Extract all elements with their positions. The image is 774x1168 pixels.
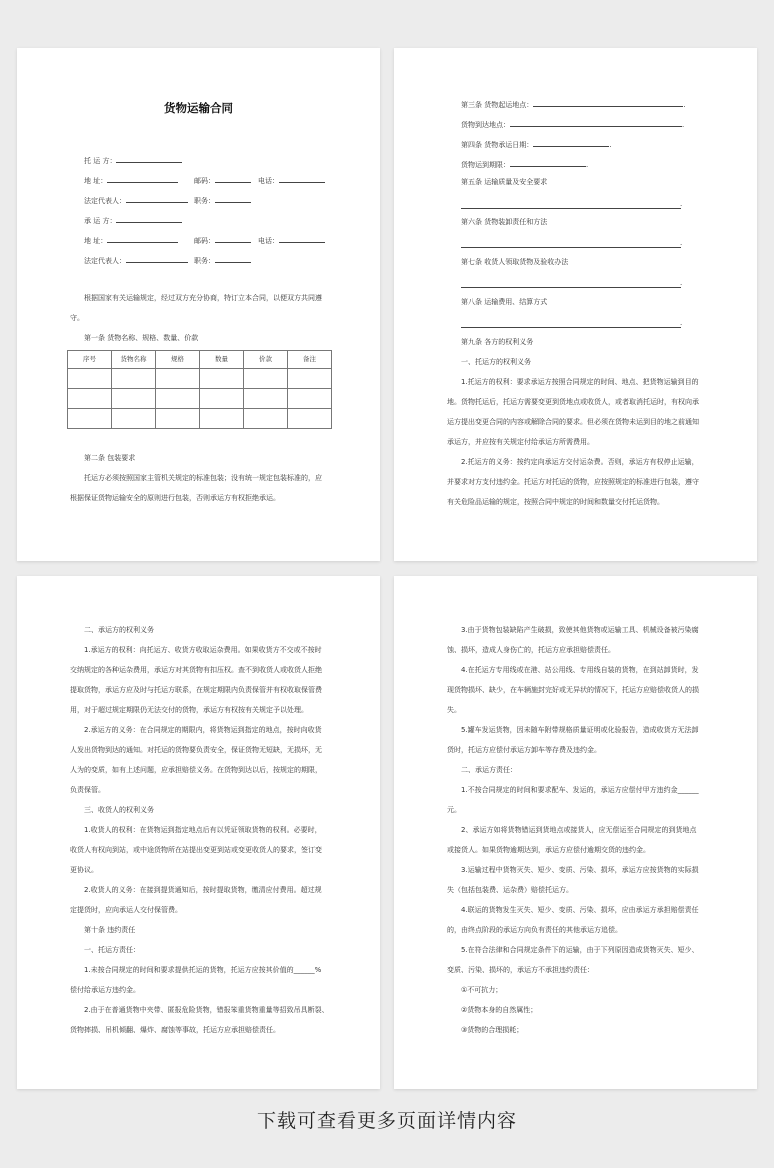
text-line: ②货物本身的自然属性；	[461, 1006, 538, 1014]
carrier-postcode-blank[interactable]	[215, 234, 251, 243]
text-line: 3.运输过程中货物灭失、短少、变质、污染、损坏，承运方应按货物的实际损	[461, 866, 699, 874]
shipper-phone-row	[258, 174, 325, 186]
text-line: 2.收货人的义务：在接到提货通知后，按时提取货物，缴清应付费用。超过规	[84, 886, 322, 894]
shipper-position-label: 职务：	[194, 197, 215, 205]
text-line: 1.托运方的权利：要求承运方按照合同规定的时间、地点、把货物运输到目的	[461, 378, 699, 386]
text-line: ③货物的合理损耗；	[461, 1026, 524, 1034]
text-line: 提取货物，承运方应及时与托运方联系，在规定期限内负责保管并有权收取保管费	[70, 686, 322, 694]
carrier-label: 承 运 方：	[84, 217, 117, 225]
carrier-address-blank[interactable]	[107, 234, 178, 243]
text-line: 货时，托运方应偿付承运方卸车等存费及违约金。	[447, 746, 601, 754]
text-line: 4.联运的货物发生灭失、短少、变质、污染、损坏，应由承运方承担赔偿责任	[461, 906, 699, 914]
article-3-row: 第三条 货物起运地点： .	[461, 98, 685, 110]
table-cell[interactable]	[112, 409, 156, 429]
article-2-heading: 第二条 包装要求	[84, 454, 136, 462]
table-cell[interactable]	[200, 369, 244, 389]
carrier-position-label: 职务：	[194, 257, 215, 265]
text-line: 变质、污染、损坏的，承运方不承担违约责任：	[447, 966, 594, 974]
article-5-heading: 第五条 运输质量及安全要求	[461, 178, 548, 186]
text-line: 货物摔损、吊机倾翻、爆炸、腐蚀等事故，托运方应承担赔偿责任。	[70, 1026, 280, 1034]
arrival-label: 货物运到期限：	[461, 161, 510, 169]
shipper-address-label: 地 址：	[84, 177, 108, 185]
shipper-position-row	[194, 194, 251, 206]
text-line: 蚀、损坏，造成人身伤亡的，托运方应承担赔偿责任。	[447, 646, 615, 654]
article-7-blank[interactable]	[461, 287, 681, 288]
carrier-rep-label: 法定代表人：	[84, 257, 126, 265]
text-line: 并要求对方支付违约金。托运方对托运的货物，应按照规定的标准进行包装，遵守	[447, 478, 699, 486]
shipper-rep-row	[84, 194, 188, 206]
carrier-phone-label: 电话：	[258, 237, 279, 245]
text-line: 第十条 违约责任	[84, 926, 136, 934]
text-line: 3.由于货物包装缺陷产生破损，致使其他货物或运输工具、机械设备被污染腐	[461, 626, 699, 634]
ship-date-blank[interactable]	[533, 138, 609, 147]
text-line: 运方提出变更合同的内容或解除合同的要求。但必须在货物未运到目的地之前通知	[447, 418, 699, 426]
text-line: 元。	[447, 806, 461, 814]
text-line: 1.不按合同规定的时间和要求配车、发运的，承运方应偿付甲方违约金______	[461, 786, 699, 794]
section-heading: 一、托运方的权利义务	[461, 358, 531, 366]
goods-table-header-row	[68, 351, 332, 369]
period-mark: .	[680, 279, 683, 287]
carrier-postcode-label: 邮码：	[194, 237, 215, 245]
table-row	[68, 409, 332, 429]
carrier-phone-row	[258, 234, 325, 246]
destination-row: 货物到达地点： .	[461, 118, 684, 130]
shipper-rep-blank[interactable]	[126, 194, 188, 203]
text-line: 5.在符合法律和合同规定条件下的运输，由于下列原因造成货物灭失、短少、	[461, 946, 699, 954]
period-mark: .	[680, 239, 683, 247]
text-line: 地。货物托运后，托运方需要变更到货地点或收货人，或者取消托运时，有权向承	[447, 398, 699, 406]
table-cell[interactable]	[244, 389, 288, 409]
text-line: 承运方，并应按有关规定付给承运方所需费用。	[447, 438, 594, 446]
shipper-label: 托 运 方：	[84, 157, 117, 165]
text-line: 4.在托运方专用线或在港、站公用线、专用线自装的货物，在到站卸货时，发	[461, 666, 699, 674]
text-line: 1.未按合同规定的时间和要求提供托运的货物，托运方应按其价值的______%	[84, 966, 322, 974]
carrier-phone-blank[interactable]	[279, 234, 325, 243]
arrival-blank[interactable]	[510, 158, 586, 167]
carrier-position-row	[194, 254, 251, 266]
text-line: 2.托运方的义务：按约定向承运方交付运杂费。否则，承运方有权停止运输，	[461, 458, 699, 466]
intro-line-2: 守。	[70, 314, 84, 322]
article-7-heading: 第七条 收货人领取货物及验收办法	[461, 258, 569, 266]
text-line: 1.承运方的权利：向托运方、收货方收取运杂费用。如果收货方不交或不按时	[84, 646, 322, 654]
text-line: 偿付给承运方违约金。	[70, 986, 140, 994]
contract-page-2	[394, 48, 757, 561]
article-9-heading: 第九条 各方的权利义务	[461, 338, 534, 346]
shipper-row	[84, 154, 182, 166]
text-line: 2.承运方的义务：在合同规定的期限内，将货物运到指定的地点，按时向收货	[84, 726, 322, 734]
table-cell[interactable]	[156, 369, 200, 389]
arrival-row: 货物运到期限： .	[461, 158, 588, 170]
text-line: 人发出货物到达的通知。对托运的货物要负责安全，保证货物无短缺，无损坏，无	[70, 746, 322, 754]
table-cell[interactable]	[288, 389, 332, 409]
article-2-line-2: 根据保证货物运输安全的原则进行包装，否则承运方有权拒绝承运。	[70, 494, 280, 502]
article-1-heading: 第一条 货物名称、规格、数量、价款	[84, 334, 199, 342]
table-cell[interactable]	[156, 389, 200, 409]
shipper-postcode-label: 邮码：	[194, 177, 215, 185]
shipper-postcode-blank[interactable]	[215, 174, 251, 183]
article-4-row: 第四条 货物承运日期： .	[461, 138, 611, 150]
carrier-address-row	[84, 234, 178, 246]
article-6-heading: 第六条 货物装卸责任和方法	[461, 218, 548, 226]
shipper-phone-blank[interactable]	[279, 174, 325, 183]
text-line: 失。	[447, 706, 461, 714]
shipper-blank[interactable]	[116, 154, 182, 163]
text-line: 2.由于在普通货物中夹带、匿报危险货物，错报笨重货物重量等招致吊具断裂、	[84, 1006, 329, 1014]
contract-page-3	[17, 576, 380, 1089]
table-cell[interactable]	[200, 389, 244, 409]
text-line: 2、承运方如将货物错运到货地点或接货人，应无偿运至合同规定的到货地点	[461, 826, 697, 834]
goods-col-header: 备注	[288, 351, 332, 369]
text-line: 失（包括包装费、运杂费）赔偿托运方。	[447, 886, 573, 894]
goods-col-header: 价款	[244, 351, 288, 369]
text-line: 三、收货人的权利义务	[84, 806, 154, 814]
text-line: 人为的变质，如有上述问题，应承担赔偿义务。在货物到达以后，按规定的期限，	[70, 766, 322, 774]
text-line: 有关危险品运输的规定，按照合同中规定的时间和数量交付托运货物。	[447, 498, 664, 506]
text-line: 定提货时，应向承运人交付保管费。	[70, 906, 182, 914]
text-line: 二、承运方的权利义务	[84, 626, 154, 634]
shipper-position-blank[interactable]	[215, 194, 251, 203]
carrier-address-label: 地 址：	[84, 237, 108, 245]
text-line: 二、承运方责任：	[461, 766, 517, 774]
download-more-caption[interactable]: 下载可查看更多页面详情内容	[256, 1110, 517, 1132]
article-4-label: 第四条 货物承运日期：	[461, 141, 534, 149]
shipper-postcode-row	[194, 174, 251, 186]
article-6-blank[interactable]	[461, 247, 681, 248]
table-cell[interactable]	[200, 409, 244, 429]
table-cell[interactable]	[68, 409, 112, 429]
carrier-rep-row	[84, 254, 188, 266]
text-line: 或接货人。如果货物逾期达到，承运方应偿付逾期交货的违约金。	[447, 846, 650, 854]
table-cell[interactable]	[112, 389, 156, 409]
text-line: 负责保管。	[70, 786, 105, 794]
table-cell[interactable]	[112, 369, 156, 389]
destination-blank[interactable]	[510, 118, 682, 127]
article-5-blank[interactable]	[461, 208, 681, 209]
shipper-rep-label: 法定代表人：	[84, 197, 126, 205]
table-cell[interactable]	[288, 369, 332, 389]
origin-blank[interactable]	[533, 98, 683, 107]
text-line: 的，由终点阶段的承运方向负有责任的其他承运方追偿。	[447, 926, 622, 934]
table-row	[68, 389, 332, 409]
shipper-address-row	[84, 174, 178, 186]
table-cell[interactable]	[68, 389, 112, 409]
carrier-blank[interactable]	[116, 214, 182, 223]
table-cell[interactable]	[244, 369, 288, 389]
contract-page-1	[17, 48, 380, 561]
shipper-phone-label: 电话：	[258, 177, 279, 185]
goods-col-header: 货物名称	[112, 351, 156, 369]
carrier-row	[84, 214, 182, 226]
destination-label: 货物到达地点：	[461, 121, 510, 129]
text-line: 更协议。	[70, 866, 98, 874]
carrier-postcode-row	[194, 234, 251, 246]
table-cell[interactable]	[68, 369, 112, 389]
period-mark: .	[680, 200, 683, 208]
text-line: 5.罐车发运货物，因未随车附带规格质量证明或化验报告，造成收货方无法卸	[461, 726, 699, 734]
goods-col-header: 规格	[156, 351, 200, 369]
period-mark: .	[680, 319, 683, 327]
article-8-heading: 第八条 运输费用、结算方式	[461, 298, 548, 306]
contract-title: 货物运输合同	[164, 101, 233, 115]
text-line: 用，对于超过规定期限仍无法交付的货物，承运方有权按有关规定予以处理。	[70, 706, 308, 714]
table-cell[interactable]	[156, 409, 200, 429]
contract-page-4	[394, 576, 757, 1089]
goods-col-header: 数量	[200, 351, 244, 369]
text-line: 收货人有权向到站，或中途货物所在站提出变更到站或变更收货人的要求，签订变	[70, 846, 322, 854]
text-line: 现货物损坏、缺少，在车辆施封完好或无异状的情况下，托运方应赔偿收货人的损	[447, 686, 699, 694]
table-row	[68, 369, 332, 389]
article-2-line-1: 托运方必须按照国家主管机关规定的标准包装；没有统一规定包装标准的，应	[84, 474, 322, 482]
carrier-position-blank[interactable]	[215, 254, 251, 263]
article-8-blank[interactable]	[461, 327, 681, 328]
text-line: ①不可抗力；	[461, 986, 503, 994]
intro-line-1: 根据国家有关运输规定，经过双方充分协商，特订立本合同，以便双方共同遵	[84, 294, 322, 302]
goods-table	[67, 350, 332, 429]
shipper-address-blank[interactable]	[107, 174, 178, 183]
carrier-rep-blank[interactable]	[126, 254, 188, 263]
text-line: 交纳规定的各种运杂费用，承运方对其货物有扣压权。查不到收货人或收货人拒绝	[70, 666, 322, 674]
goods-col-header: 序号	[68, 351, 112, 369]
article-3-label: 第三条 货物起运地点：	[461, 101, 534, 109]
table-cell[interactable]	[288, 409, 332, 429]
table-cell[interactable]	[244, 409, 288, 429]
text-line: 一、托运方责任：	[84, 946, 140, 954]
text-line: 1.收货人的权利：在货物运到指定地点后有以凭证领取货物的权利。必要时，	[84, 826, 322, 834]
